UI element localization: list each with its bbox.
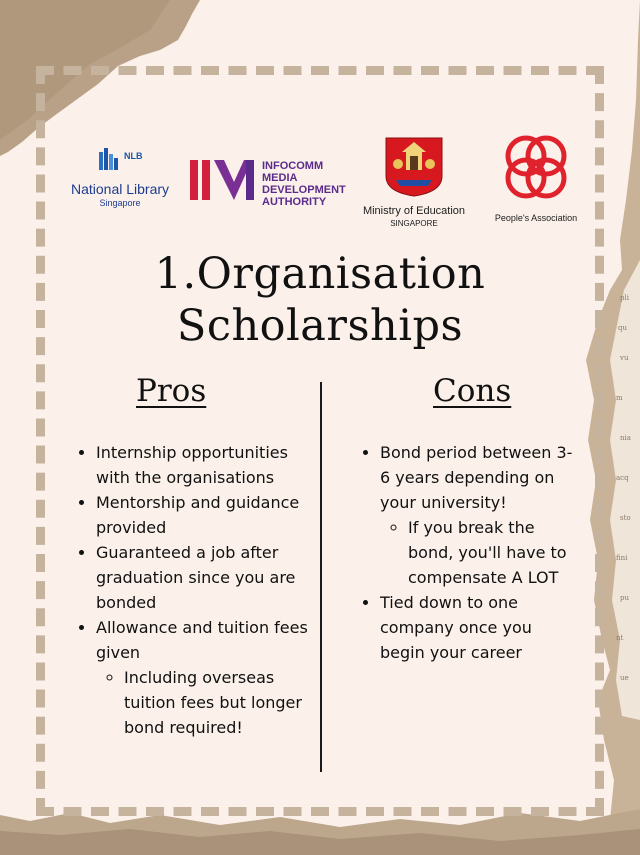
moe-name: Ministry of Education	[362, 205, 466, 217]
svg-text:pu: pu	[620, 594, 629, 602]
page-title	[100, 248, 540, 352]
cons-item	[380, 440, 580, 590]
svg-text:nt: nt	[616, 634, 624, 642]
moe-crest-icon	[384, 136, 444, 198]
cons-list	[362, 440, 580, 665]
pa-name: People's Association	[494, 213, 578, 223]
pros-item-text: Allowance and tuition fees given	[96, 618, 308, 662]
pros-sub-list	[96, 665, 321, 740]
pros-list	[78, 440, 321, 740]
svg-text:pli: pli	[620, 294, 629, 302]
pros-item: • Guaranteed a job after graduation since you are bonded	[96, 540, 321, 615]
svg-text:acq: acq	[616, 474, 629, 482]
svg-text:sto: sto	[620, 514, 631, 522]
imda-logo-mark	[190, 158, 256, 202]
imda-wordmark: INFOCOMM MEDIA DEVELOPMENT AUTHORITY	[262, 160, 346, 208]
nlb-tag: NLB	[124, 151, 143, 161]
cons-item: • Tied down to one company once you begin your career	[380, 590, 580, 665]
nlb-book-icon	[97, 146, 123, 176]
cons-sub-list	[380, 515, 580, 590]
pros-heading: Pros	[136, 373, 207, 409]
svg-text:nia: nia	[620, 434, 631, 442]
svg-text:ue: ue	[620, 674, 629, 682]
cons-item-text: Bond period between 3-6 years depending on your university!	[380, 443, 573, 512]
cons-heading: Cons	[433, 373, 512, 409]
pros-sub-item: ◦ Including overseas tuition fees but longer bond required!	[124, 665, 321, 740]
svg-text:fini: fini	[616, 554, 628, 562]
pros-item	[96, 615, 321, 740]
nlb-sub: Singapore	[99, 198, 141, 208]
pa-knot-icon	[496, 132, 576, 210]
pros-item: • Internship opportunities with the organisations	[96, 440, 321, 490]
svg-text:m: m	[616, 394, 623, 402]
title-line-1: 1.Organisation	[154, 249, 486, 299]
pros-item: • Mentorship and guidance provided	[96, 490, 321, 540]
cons-sub-item: ◦ If you break the bond, you'll have to compensate A LOT	[408, 515, 580, 590]
nlb-name: National Library	[70, 181, 170, 197]
title-line-2: Scholarships	[176, 301, 464, 351]
moe-sub: SINGAPORE	[390, 219, 438, 228]
svg-text:qu: qu	[618, 324, 627, 332]
svg-text:vu: vu	[620, 354, 629, 362]
